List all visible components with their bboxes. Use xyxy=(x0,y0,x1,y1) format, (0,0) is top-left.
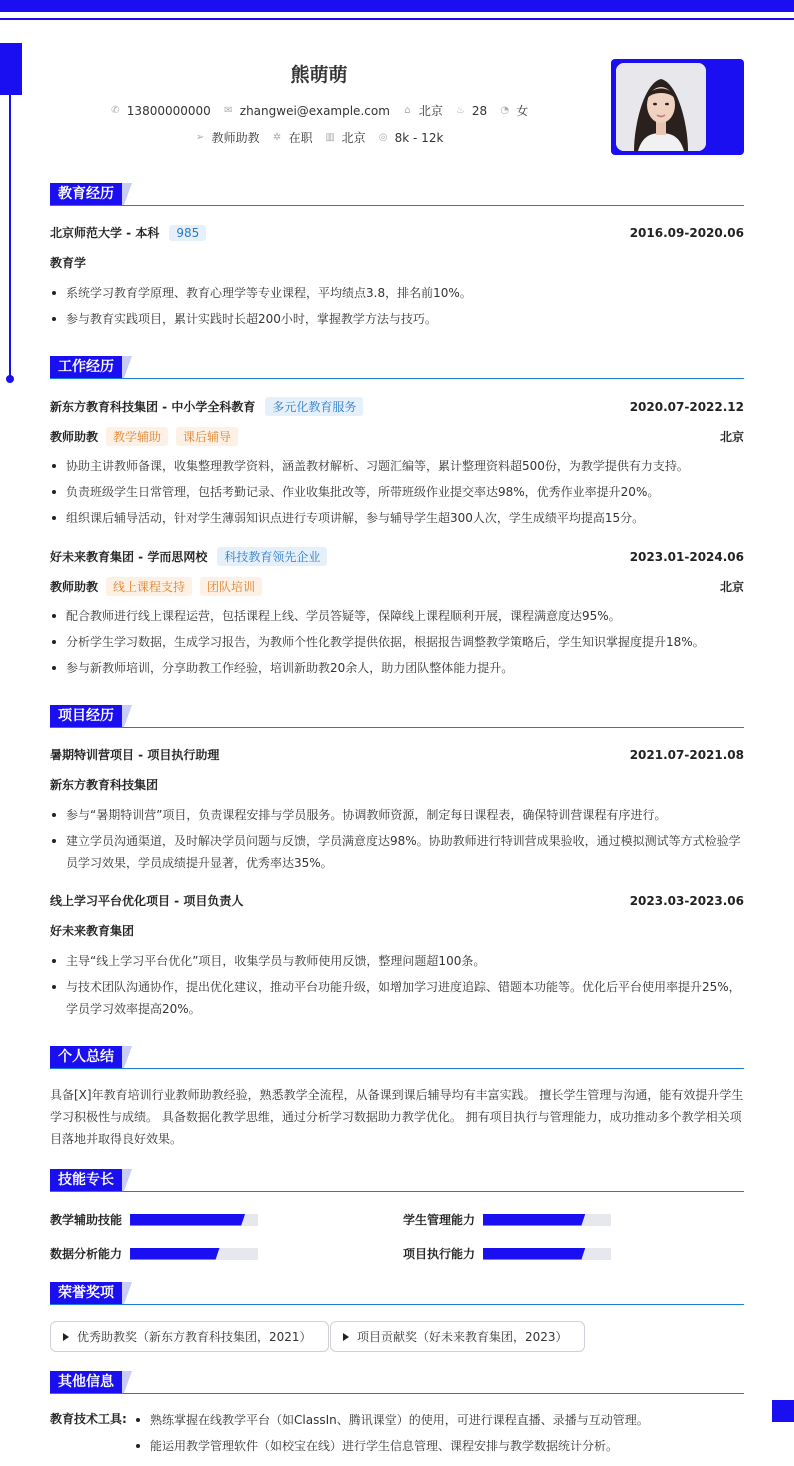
skill-item xyxy=(50,1211,258,1228)
education-section-header xyxy=(50,183,744,205)
award-text: 优秀助教奖（新东方教育科技集团，2021） xyxy=(77,1330,312,1344)
section-tag-tail xyxy=(122,356,136,378)
list-item: 熟练掌握在线教学平台（如ClassIn、腾讯课堂）的使用，可进行课程直播、录播与互动管理。 xyxy=(134,1409,744,1431)
work-city: 北京 xyxy=(719,430,744,444)
summary-text: 具备[X]年教育培训行业教师助教经验，熟悉教学全流程，从备课到课后辅导均有丰富实践。 擅长学生管理与沟通，能有效提升学生学习积极性与成绩。 具备数据化教学思维，通过分析学习数据助力教学优化。 拥有项目执行与管理能力，成功推动多个教学相关项目落地并取得良好效果。 xyxy=(50,1088,744,1146)
top-accent-line xyxy=(0,18,794,20)
education-row xyxy=(50,224,744,241)
role-tag: 线上课程支持 xyxy=(106,577,192,596)
awards-section-header xyxy=(50,1282,744,1304)
section-rule xyxy=(50,1304,744,1305)
gender-text: 女 xyxy=(516,104,529,118)
contact-info-row xyxy=(0,102,638,119)
list-item: 协助主讲教师备课，收集整理教学资料，涵盖教材解析、习题汇编等，累计整理资料超500份，为教学提供有力支持。 xyxy=(50,455,744,477)
project-row xyxy=(50,746,744,763)
list-item: 参与新教师培训，分享助教工作经验，培训新助教20余人，助力团队整体能力提升。 xyxy=(50,657,744,679)
project-section-header xyxy=(50,705,744,727)
other-label: 教育技术工具: xyxy=(50,1412,127,1426)
work-city-text: 北京 xyxy=(341,131,366,145)
gender-icon: ◔ xyxy=(500,105,510,116)
role-row xyxy=(50,427,744,446)
role-row xyxy=(50,577,744,596)
list-item: 负责班级学生日常管理，包括考勤记录、作业收集批改等，所带班级作业提交率达98%，优秀作业率提升20%。 xyxy=(50,481,744,503)
project-row xyxy=(50,892,744,909)
section-rule xyxy=(50,205,744,206)
salary-item xyxy=(378,129,444,146)
skill-name: 数据分析能力 xyxy=(50,1247,123,1261)
list-item: 建立学员沟通渠道，及时解决学员问题与反馈，学员满意度达98%。协助教师进行特训营成果验收，通过模拟测试等方式检验学员学习效果，学员成绩提升显著，优秀率达35%。 xyxy=(50,830,744,874)
send-icon: ➢ xyxy=(195,132,205,143)
company-tag: 科技教育领先企业 xyxy=(217,547,327,566)
skill-bar-fill xyxy=(483,1214,585,1226)
section-rule xyxy=(50,378,744,379)
job-item xyxy=(195,129,260,146)
email-item xyxy=(223,102,390,119)
work-city-item xyxy=(325,129,366,146)
school-tag: 985 xyxy=(169,225,206,241)
work-city: 北京 xyxy=(719,580,744,594)
age-item xyxy=(455,102,487,119)
other-section-title: 其他信息 xyxy=(50,1371,122,1393)
section-rule xyxy=(50,727,744,728)
project-org-row xyxy=(50,922,744,939)
section-rule xyxy=(50,1191,744,1192)
project-org-row xyxy=(50,776,744,793)
home-icon: ⌂ xyxy=(404,105,411,116)
list-item: 系统学习教育学原理、教育心理学等专业课程，平均绩点3.8，排名前10%。 xyxy=(50,282,744,304)
project-title: 线上学习平台优化项目 - 项目负责人 xyxy=(50,894,244,908)
job-info-row xyxy=(0,129,638,146)
skill-item xyxy=(403,1245,611,1262)
project-date: 2021.07-2021.08 xyxy=(629,747,744,762)
role-tag: 教学辅助 xyxy=(106,427,168,446)
work-date: 2020.07-2022.12 xyxy=(629,399,744,414)
summary-section-title: 个人总结 xyxy=(50,1046,122,1068)
work-row xyxy=(50,547,744,566)
skill-bar xyxy=(483,1214,611,1226)
job-text: 教师助教 xyxy=(211,131,260,145)
skill-bar xyxy=(130,1248,258,1260)
phone-item xyxy=(110,102,211,119)
work-date: 2023.01-2024.06 xyxy=(629,549,744,564)
list-item: 参与教育实践项目，累计实践时长超200小时，掌握教学方法与技巧。 xyxy=(50,308,744,330)
award-text: 项目贡献奖（好未来教育集团，2023） xyxy=(357,1330,568,1344)
work-row xyxy=(50,397,744,416)
role-tag: 课后辅导 xyxy=(176,427,238,446)
section-tag-tail xyxy=(122,183,136,205)
gear-icon: ✲ xyxy=(272,132,282,143)
list-item: 主导“线上学习平台优化”项目，收集学员与教师使用反馈，整理问题超100条。 xyxy=(50,950,744,972)
skill-name: 学生管理能力 xyxy=(403,1213,476,1227)
work-section-title: 工作经历 xyxy=(50,356,122,378)
phone-icon: ✆ xyxy=(111,105,120,116)
coin-icon: ◎ xyxy=(378,132,388,143)
building-icon: ▥ xyxy=(325,132,335,143)
section-tag-tail xyxy=(122,1282,136,1304)
skills-section-title: 技能专长 xyxy=(50,1169,122,1191)
skill-name: 项目执行能力 xyxy=(403,1247,476,1261)
age-text: 28 xyxy=(471,103,488,118)
skill-item xyxy=(403,1211,611,1228)
candidate-name: 熊萌萌 xyxy=(290,64,348,86)
education-date: 2016.09-2020.06 xyxy=(629,225,744,240)
major-name: 教育学 xyxy=(50,256,87,270)
project-title: 暑期特训营项目 - 项目执行助理 xyxy=(50,748,220,762)
role-name: 教师助教 xyxy=(50,580,99,594)
list-item: 能运用教学管理软件（如校宝在线）进行学生信息管理、课程安排与教学数据统计分析。 xyxy=(134,1435,744,1457)
list-item: 分析学生学习数据，生成学习报告，为教师个性化教学提供依据，根据报告调整教学策略后，学生知识掌握度提升18%。 xyxy=(50,631,744,653)
company-name: 新东方教育科技集团 - 中小学全科教育 xyxy=(50,400,256,414)
project-date: 2023.03-2023.06 xyxy=(629,893,744,908)
section-tag-tail xyxy=(122,705,136,727)
project-section-title: 项目经历 xyxy=(50,705,122,727)
list-item: 参与“暑期特训营”项目，负责课程安排与学员服务。协调教师资源，制定每日课程表，确保特训营课程有序进行。 xyxy=(50,804,744,826)
other-section-header xyxy=(50,1371,744,1393)
school-name: 北京师范大学 - 本科 xyxy=(50,226,160,240)
role-name: 教师助教 xyxy=(50,430,99,444)
skills-section-header xyxy=(50,1169,744,1191)
company-tag: 多元化教育服务 xyxy=(265,397,363,416)
salary-text: 8k - 12k xyxy=(394,130,444,145)
section-rule xyxy=(50,1068,744,1069)
list-item: 组织课后辅导活动，针对学生薄弱知识点进行专项讲解，参与辅导学生超300人次，学生成绩平均提高15分。 xyxy=(50,507,744,529)
education-section-title: 教育经历 xyxy=(50,183,122,205)
project-org: 好未来教育集团 xyxy=(50,924,135,938)
skill-bar xyxy=(130,1214,258,1226)
mail-icon: ✉ xyxy=(224,105,233,116)
gender-item xyxy=(499,102,528,119)
avatar xyxy=(616,63,706,151)
work-section-header xyxy=(50,356,744,378)
skill-bar xyxy=(483,1248,611,1260)
triangle-right-icon xyxy=(63,1333,69,1341)
phone-text: 13800000000 xyxy=(126,103,211,118)
side-accent-dot xyxy=(6,375,14,383)
city-text: 北京 xyxy=(418,104,443,118)
status-item xyxy=(272,129,313,146)
list-item: 配合教师进行线上课程运营，包括课程上线、学员答疑等，保障线上课程顺利开展，课程满意度达95%。 xyxy=(50,605,744,627)
section-tag-tail xyxy=(122,1169,136,1191)
skill-bar-fill xyxy=(130,1214,245,1226)
cake-icon: ♨ xyxy=(455,105,465,116)
major-row xyxy=(50,254,744,271)
city-item xyxy=(402,102,443,119)
section-tag-tail xyxy=(122,1046,136,1068)
award-item xyxy=(330,1321,585,1352)
skill-item xyxy=(50,1245,258,1262)
triangle-right-icon xyxy=(343,1333,349,1341)
corner-accent-block xyxy=(772,1400,794,1422)
role-tag: 团队培训 xyxy=(200,577,262,596)
skill-bar-fill xyxy=(483,1248,585,1260)
award-item xyxy=(50,1321,329,1352)
email-text: zhangwei@example.com xyxy=(239,103,390,118)
status-text: 在职 xyxy=(288,131,313,145)
company-name: 好未来教育集团 - 学而思网校 xyxy=(50,550,208,564)
avatar-portrait-icon xyxy=(616,63,706,151)
project-org: 新东方教育科技集团 xyxy=(50,778,159,792)
awards-section-title: 荣誉奖项 xyxy=(50,1282,122,1304)
skill-bar-fill xyxy=(130,1248,220,1260)
top-accent-bar xyxy=(0,0,794,12)
section-tag-tail xyxy=(122,1371,136,1393)
section-rule xyxy=(50,1393,744,1394)
list-item: 与技术团队沟通协作，提出优化建议，推动平台功能升级，如增加学习进度追踪、错题本功能等。优化后平台使用率提升25%，学员学习效率提高20%。 xyxy=(50,976,744,1020)
summary-section-header xyxy=(50,1046,744,1068)
skill-name: 教学辅助技能 xyxy=(50,1213,123,1227)
